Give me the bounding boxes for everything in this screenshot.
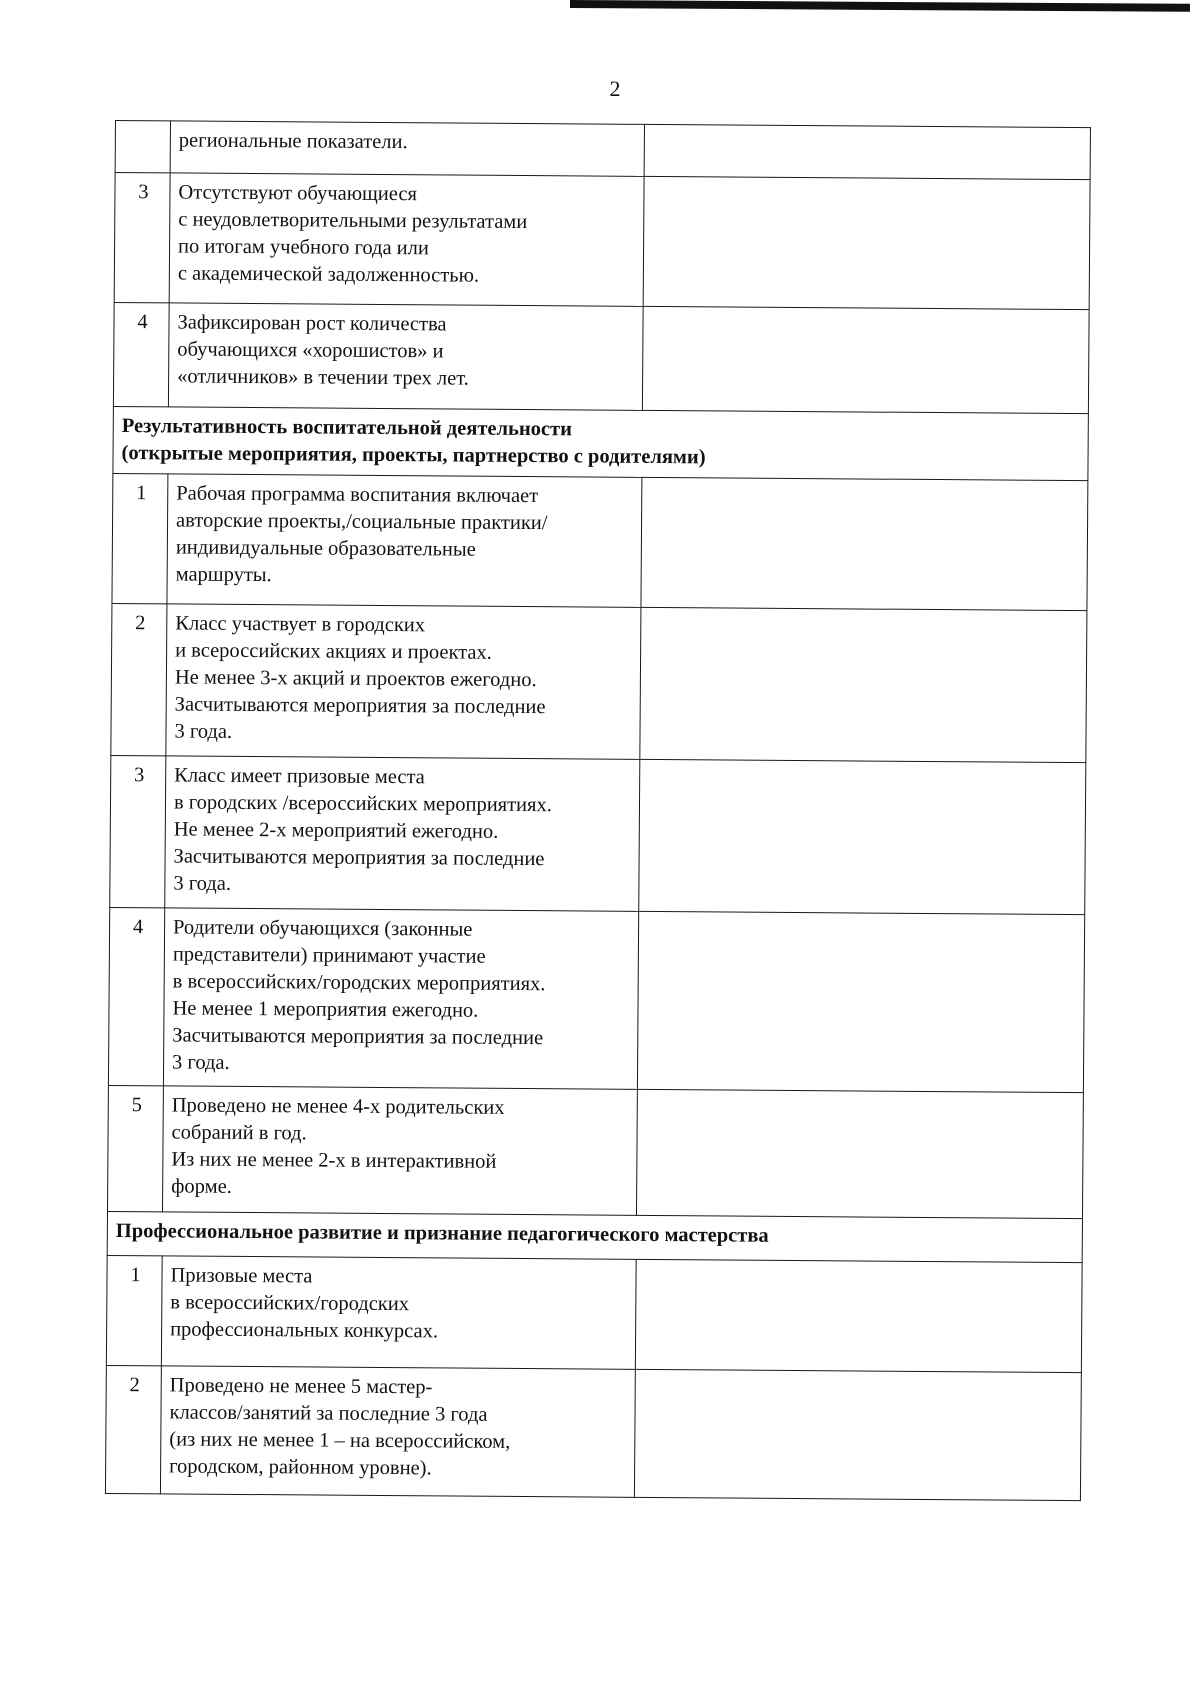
page-number: 2 bbox=[609, 76, 621, 101]
criterion-row bbox=[111, 603, 1087, 762]
criterion-text: Проведено не менее 4-х родительских собраний в год. Из них не менее 2-х в интерактивной форме. bbox=[162, 1086, 637, 1215]
criterion-number: 3 bbox=[110, 755, 166, 907]
criterion-number: 1 bbox=[112, 473, 168, 603]
criterion-number: 1 bbox=[106, 1255, 162, 1365]
criterion-number: 2 bbox=[105, 1365, 161, 1493]
criterion-text: Рабочая программа воспитания включает авторские проекты,/социальные практики/ индивидуальные образовательные маршруты. bbox=[167, 474, 642, 607]
score-cell bbox=[640, 607, 1087, 762]
score-cell bbox=[644, 124, 1090, 179]
criterion-number: 5 bbox=[107, 1085, 163, 1211]
score-cell bbox=[634, 1369, 1081, 1500]
criterion-number: 4 bbox=[108, 907, 164, 1085]
criteria-table bbox=[105, 120, 1091, 1501]
score-cell bbox=[636, 1089, 1083, 1218]
section-header-row bbox=[107, 1211, 1082, 1262]
criterion-number: 2 bbox=[111, 603, 167, 755]
criterion-row bbox=[105, 1365, 1081, 1500]
score-cell bbox=[635, 1259, 1082, 1372]
criterion-text: Класс участвует в городских и всероссийских акциях и проектах. Не менее 3-х акций и проектов ежегодно. Засчитываются мероприятия за последние 3 года. bbox=[166, 604, 641, 759]
criterion-row bbox=[114, 173, 1090, 310]
criterion-row bbox=[110, 755, 1086, 914]
criterion-text: Отсутствуют обучающиеся с неудовлетворительными результатами по итогам учебного года или с академической задолженностью. bbox=[169, 173, 644, 306]
criterion-number: 3 bbox=[114, 173, 170, 303]
criterion-row bbox=[106, 1255, 1082, 1372]
score-cell bbox=[641, 477, 1088, 610]
section-header-row bbox=[113, 406, 1088, 480]
criterion-row bbox=[113, 302, 1089, 413]
criterion-text: Проведено не менее 5 мастер- классов/занятий за последние 3 года (из них не менее 1 – на всероссийском, городском, районном уровне). bbox=[160, 1366, 635, 1497]
scan-edge-mark bbox=[570, 0, 1190, 12]
criterion-number: 4 bbox=[113, 302, 169, 406]
section-title: Профессиональное развитие и признание педагогического мастерства bbox=[107, 1211, 1082, 1262]
criterion-row bbox=[115, 121, 1090, 180]
criterion-text: региональные показатели. bbox=[170, 121, 644, 176]
score-cell bbox=[639, 759, 1086, 914]
section-title: Результативность воспитательной деятельности (открытые мероприятия, проекты, партнерство с родителями) bbox=[113, 406, 1088, 480]
criterion-text: Призовые места в всероссийских/городских профессиональных конкурсах. bbox=[161, 1256, 636, 1369]
criterion-row bbox=[107, 1085, 1083, 1218]
criterion-number bbox=[115, 121, 170, 173]
criterion-row bbox=[112, 473, 1088, 610]
criterion-text: Зафиксирован рост количества обучающихся «хорошистов» и «отличников» в течении трех лет. bbox=[168, 303, 643, 410]
criteria-table-container bbox=[105, 120, 1091, 1501]
score-cell bbox=[637, 911, 1084, 1092]
criteria-table-body bbox=[105, 121, 1090, 1501]
criterion-row bbox=[108, 907, 1084, 1092]
score-cell bbox=[643, 176, 1090, 309]
criterion-text: Класс имеет призовые места в городских /всероссийских мероприятиях. Не менее 2-х мероприятий ежегодно. Засчитываются мероприятия за последние 3 года. bbox=[165, 756, 640, 911]
criterion-text: Родители обучающихся (законные представители) принимают участие в всероссийских/городских мероприятиях. Не менее 1 мероприятия ежегодно. Засчитываются мероприятия за последние 3 года. bbox=[163, 908, 638, 1089]
score-cell bbox=[642, 306, 1089, 413]
